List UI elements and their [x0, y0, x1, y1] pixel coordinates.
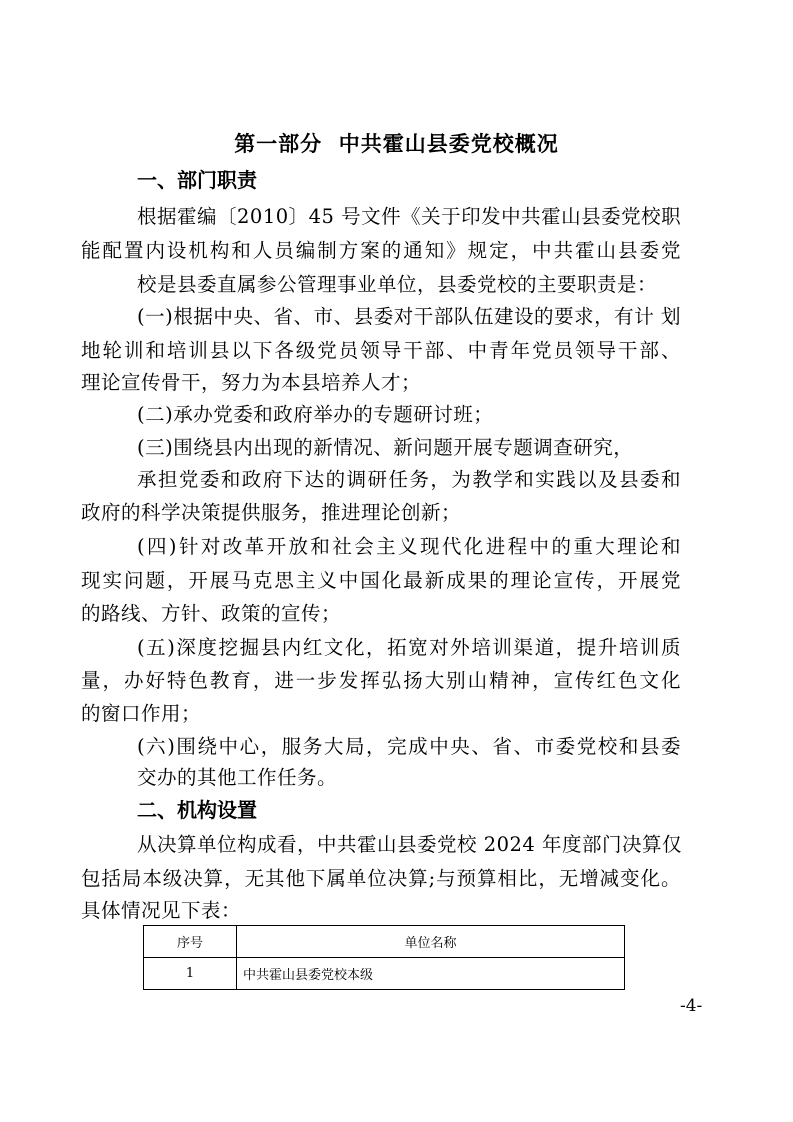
table-header-seq: 序号: [144, 926, 237, 958]
page-number: -4-: [680, 996, 703, 1016]
paragraph-line: 的窗口作用；: [81, 702, 202, 725]
paragraph-line: 现实问题，开展马克思主义中国化最新成果的理论宣传，开展党: [81, 569, 681, 592]
table-row: [144, 958, 625, 990]
unit-table: [143, 925, 625, 990]
paragraph-line: 根据霍编〔2010〕45 号文件《关于印发中共霍山县委党校职: [137, 205, 682, 228]
paragraph-line: 校是县委直属参公管理事业单位，县委党校的主要职责是：: [137, 273, 658, 296]
paragraph-line: (二)承办党委和政府举办的专题研讨班；: [137, 403, 494, 426]
table-header-row: [144, 926, 625, 958]
paragraph-line: 从决算单位构成看，中共霍山县委党校 2024 年度部门决算仅: [137, 833, 683, 856]
document-title: 第一部分 中共霍山县委党校概况: [234, 132, 559, 156]
paragraph-line: 量，办好特色教育，进一步发挥弘扬大别山精神，宣传红色文化: [81, 669, 681, 692]
paragraph-line: 具体情况见下表：: [81, 899, 242, 922]
paragraph-line: 的路线、方针、政策的宣传；: [81, 602, 342, 625]
paragraph-line: 理论宣传骨干，努力为本县培养人才；: [81, 371, 422, 394]
paragraph-line: 地轮训和培训县以下各级党员领导干部、中青年党员领导干部、: [81, 339, 681, 362]
section-heading-organization: 二、机构设置: [137, 798, 257, 822]
paragraph-line: (三)围绕县内出现的新情况、新问题开展专题调查研究，: [137, 436, 634, 459]
paragraph-line: 包括局本级决算，无其他下属单位决算;与预算相比，无增减变化。: [81, 867, 681, 890]
section-heading-duties: 一、部门职责: [137, 168, 257, 192]
table-header-unit-name: 单位名称: [237, 926, 625, 958]
paragraph-line: 政府的科学决策提供服务，推进理论创新；: [81, 501, 462, 524]
paragraph-line: 承担党委和政府下达的调研任务，为教学和实践以及县委和: [137, 468, 681, 491]
paragraph-line: (一)根据中央、省、市、县委对干部队伍建设的要求，有计 划: [137, 305, 681, 328]
table-cell-seq: 1: [144, 958, 237, 990]
paragraph-line: 交办的其他工作任务。: [137, 766, 338, 789]
paragraph-line: 能配置内设机构和人员编制方案的通知》规定，中共霍山县委党: [81, 239, 681, 262]
paragraph-line: (五)深度挖掘县内红文化，拓宽对外培训渠道，提升培训质: [137, 636, 681, 659]
paragraph-line: (四)针对改革开放和社会主义现代化进程中的重大理论和: [137, 535, 681, 558]
paragraph-line: (六)围绕中心，服务大局，完成中央、省、市委党校和县委: [137, 735, 681, 758]
table-cell-unit-name: 中共霍山县委党校本级: [237, 958, 625, 990]
